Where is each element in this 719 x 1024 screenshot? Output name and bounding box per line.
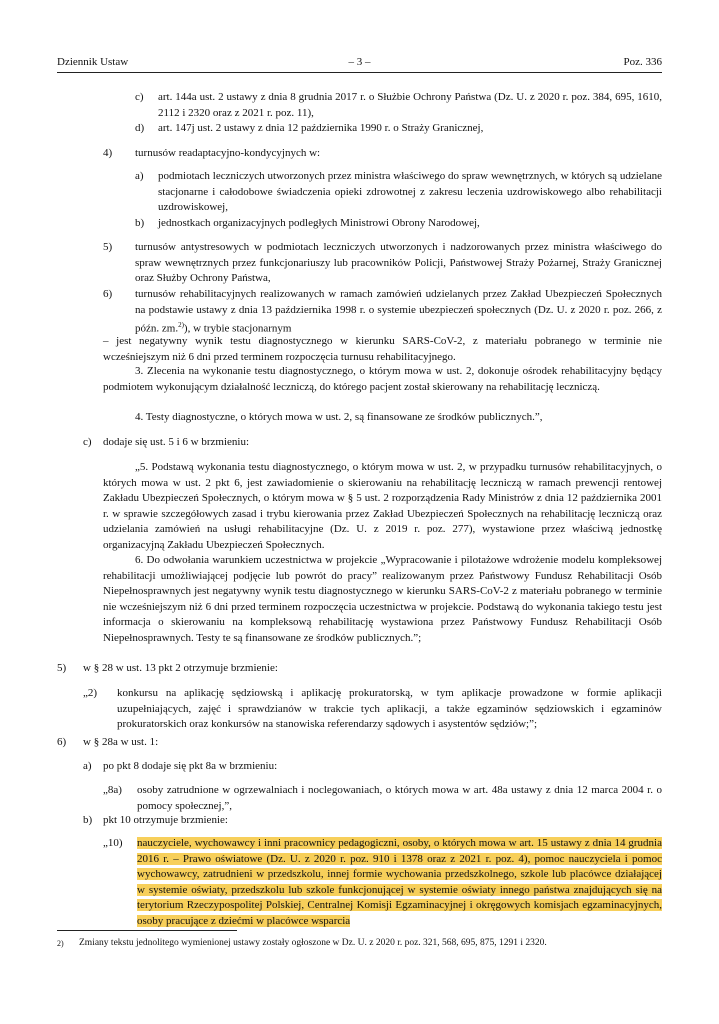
footnote-divider (57, 930, 237, 931)
footnote-number: 2) (57, 939, 64, 948)
footnote-ref: 2) (178, 321, 184, 329)
item-text: pkt 10 otrzymuje brzmienie: (103, 814, 228, 826)
page-number: – 3 – (348, 56, 371, 68)
highlighted-quoted-text (137, 836, 662, 929)
section-3-paragraph: 3. Zlecenia na wykonanie testu diagnostycznego, o którym mowa w ust. 2, dokonuje ośrodek rehabilitacyjny będący podmiotem wykonującym działalność leczniczą, do którego pacjent został skierowany na rehabilitację leczniczą. (103, 365, 662, 393)
quoted-text: konkursu na aplikację sędziowską i aplikację prokuratorską, w tym aplikacje prowadzone w formie aplikacji uzupełniających, zajęć i sprawdzianów w trakcie tych aplikacji, a także egzaminów sędziowskich i egzaminów prokuratorskich oraz konkursów na stanowiska referendarzy sądowych i asystentów sędziów;”; (117, 687, 662, 730)
section-6-paragraph: 6. Do odwołania warunkiem uczestnictwa w projekcie „Wypracowanie i pilotażowe wdrożenie modelu kompleksowej rehabilitacji umożliwiającej podjęcie lub powrót do pracy” realizowanym przez Państwowy Fundusz Rehabilitacji Osób Niepełnosprawnych jest negatywny wynik testu diagnostycznego w kierunku SARS-CoV-2 z materiału pobranego w terminie nie wcześniejszym niż 6 dni przed terminem rozpoczęcia uczestnictwa w projekcie. Podstawą do wykonania takiego testu jest informacja o skierowaniu na kompleksową rehabilitację wystawiona przez Państwowy Fundusz Rehabilitacji Osób Niepełnosprawnych. Testy te są finansowane ze środków publicznych.”; (103, 554, 662, 644)
conclusion-paragraph: – jest negatywny wynik testu diagnostycznego w kierunku SARS-CoV-2, z materiału pobranego w terminie nie wcześniejszym niż 6 dni przed terminem rozpoczęcia turnusu rehabilitacyjnego. (103, 335, 662, 363)
point-text-part: turnusów rehabilitacyjnych realizowanych w ramach zamówień udzielanych przez Zakład Ubezpieczeń Społecznych na podstawie ustawy z dnia 13 października 1998 r. o systemie ubezpieczeń społecznych (Dz. U. z 2020 r. poz. 266, z późn. zm. (135, 288, 662, 335)
section-4-paragraph: 4. Testy diagnostyczne, o których mowa w ust. 2, są finansowane ze środków publicznych.”, (135, 411, 543, 423)
quoted-label: „2) (83, 687, 98, 699)
point-label: 6) (57, 736, 67, 748)
journal-name: Dziennik Ustaw (57, 56, 129, 68)
highlight: nauczyciele, wychowawcy i inni pracownicy pedagogiczni, osoby, o których mowa w art. 15 ustawy z dnia 14 grudnia 2016 r. – Prawo oświatowe (Dz. U. z 2020 r. poz. 910 i 1378 oraz z 2021 r. poz. 4), pomoc nauczyciela i pomoc wychowawcy, zatrudnieni w przedszkolu, innej formie wychowania przedszkolnego, szkole lub placówce działającej w systemie oświaty, przedszkolu lub szkole funkcjonującej w systemie oświaty innego państwa znajdujących się na terytorium Rzeczypospolitej Polskiej, Centralnej Komisji Egzaminacyjnej i okręgowych komisjach egzaminacyjnych, osoby pracujące z dziećmi w placówce wsparcia (137, 837, 662, 927)
point-text: turnusów antystresowych w podmiotach leczniczych utworzonych i nadzorowanych przez ministra właściwego do spraw wewnętrznych przez funkcjonariuszy lub pracowników Policji, Państwowej Straży Pożarnej, Straży Granicznej oraz Służby Ochrony Państwa, (135, 241, 662, 284)
item-text: jednostkach organizacyjnych podległych Ministrowi Obrony Narodowej, (158, 217, 480, 229)
footnote-text: Zmiany tekstu jednolitego wymienionej ustawy zostały ogłoszone w Dz. U. z 2020 r. poz. 321, 568, 695, 875, 1291 i 2320. (79, 938, 547, 948)
item-label: c) (135, 91, 144, 103)
point-text: w § 28a w ust. 1: (83, 736, 159, 748)
item-label: a) (135, 170, 144, 182)
point-label: 5) (103, 241, 113, 253)
item-text: po pkt 8 dodaje się pkt 8a w brzmieniu: (103, 760, 278, 772)
item-label: c) (83, 436, 92, 448)
item-text: art. 144a ust. 2 ustawy z dnia 8 grudnia 2017 r. o Służbie Ochrony Państwa (Dz. U. z 2020 r. poz. 384, 695, 1610, 2112 i 2320 oraz z 2021 r. poz. 11), (158, 91, 662, 119)
item-text: dodaje się ust. 5 i 6 w brzmieniu: (103, 436, 250, 448)
page-header (57, 56, 662, 72)
point-label: 4) (103, 147, 113, 159)
item-label: a) (83, 760, 92, 772)
header-divider (57, 72, 662, 73)
item-label: b) (135, 217, 145, 229)
item-label: d) (135, 122, 145, 134)
item-label: b) (83, 814, 93, 826)
point-label: 5) (57, 662, 67, 674)
point-text: w § 28 w ust. 13 pkt 2 otrzymuje brzmienie: (83, 662, 278, 674)
point-text: turnusów readaptacyjno-kondycyjnych w: (135, 147, 321, 159)
point-text-part: ), w trybie stacjonarnym (183, 322, 292, 335)
item-text: podmiotach leczniczych utworzonych przez ministra właściwego do spraw wewnętrznych, w których są udzielane stacjonarne i całodobowe świadczenia opieki zdrowotnej z zakresu leczenia uzdrowiskowego albo rehabilitacji uzdrowiskowej, (158, 170, 662, 213)
section-5-paragraph: „5. Podstawą wykonania testu diagnostycznego, o którym mowa w ust. 2, w przypadku turnusów rehabilitacyjnych, o których mowa w ust. 2 pkt 6, jest zawiadomienie o skierowaniu na rehabilitację leczniczą w ramach prewencji rentowej Zakładu Ubezpieczeń Społecznych, o którym mowa w § 5 ust. 2 rozporządzenia Rady Ministrów z dnia 12 października 2001 r. w sprawie szczegółowych zasad i trybu kierowania przez Zakład Ubezpieczeń Społecznych na rehabilitację leczniczą oraz udzielania zamówień na usługi rehabilitacyjne (Dz. U. z 2019 r. poz. 277), wystawione przez właściwą jednostkę organizacyjną Zakładu Ubezpieczeń Społecznych. (103, 461, 662, 551)
item-text: art. 147j ust. 2 ustawy z dnia 12 października 1990 r. o Straży Granicznej, (158, 122, 484, 134)
point-text (135, 287, 662, 337)
position-number: Poz. 336 (623, 56, 662, 68)
quoted-label: „10) (103, 837, 123, 849)
quoted-text: osoby zatrudnione w ogrzewalniach i noclegowaniach, o których mowa w art. 48a ustawy z dnia 12 marca 2004 r. o pomocy społecznej,”, (137, 784, 662, 812)
point-label: 6) (103, 288, 113, 300)
quoted-label: „8a) (103, 784, 122, 796)
